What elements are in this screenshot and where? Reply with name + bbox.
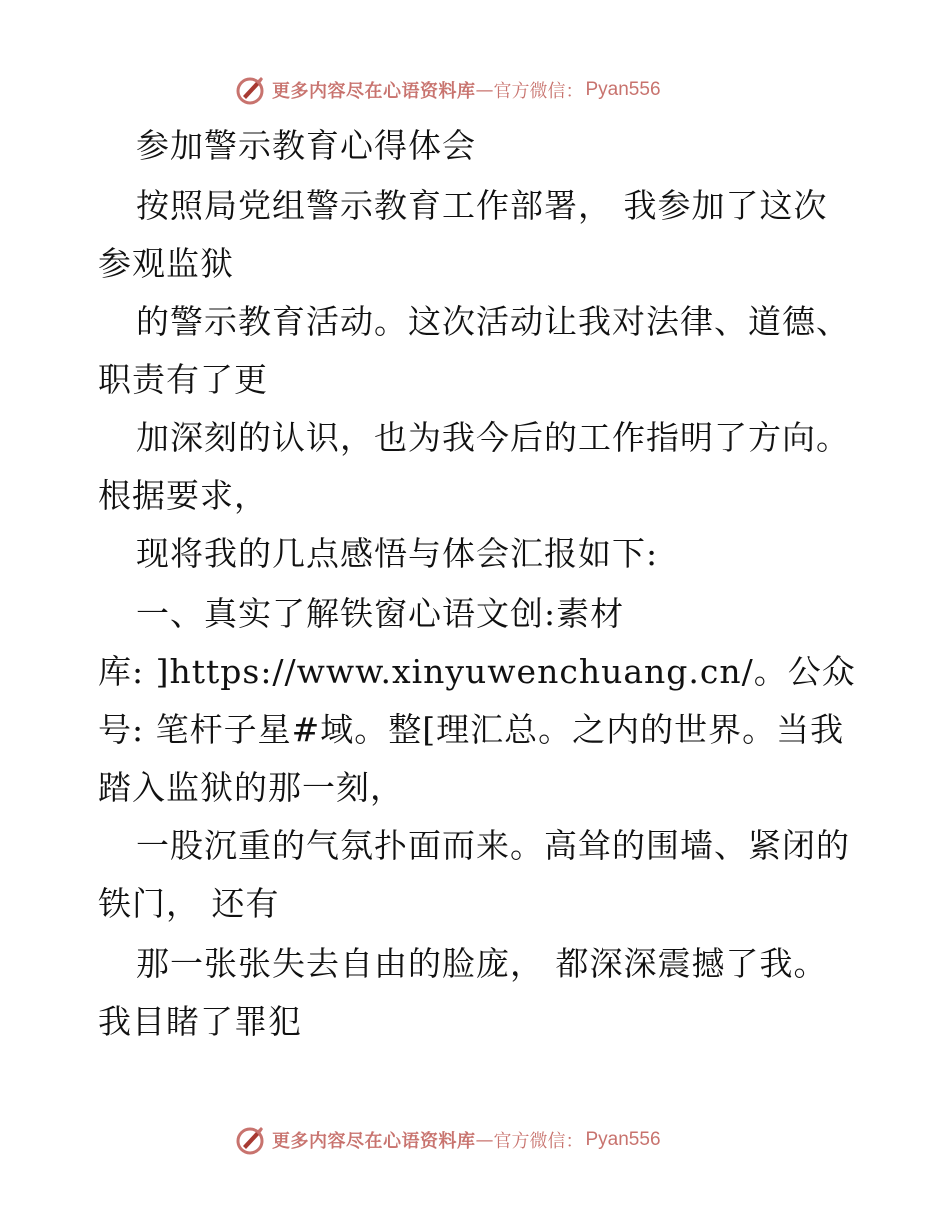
text-line: 现将我的几点感悟与体会汇报如下: — [136, 534, 659, 573]
text-line: 铁门， 还有 — [98, 884, 280, 923]
banner-wechat-id: Pyan556 — [585, 1129, 661, 1150]
text-line: 一股沉重的气氛扑面而来。高耸的围墙、紧闭的 — [136, 826, 850, 865]
banner-wechat-label: 官方微信： — [493, 81, 584, 102]
banner-separator: — — [475, 79, 494, 101]
banner-wechat-id: Pyan556 — [585, 79, 661, 100]
brush-logo-icon — [234, 74, 266, 106]
text-line: 库: ]https://www.xinyuwenchuang.cn/。公众 — [98, 652, 856, 691]
header-banner — [234, 72, 661, 108]
text-line: 那一张张失去自由的脸庞， 都深深震撼了我。 — [136, 944, 828, 983]
text-line: 一、真实了解铁窗心语文创:素材 — [136, 594, 625, 633]
text-line: 加深刻的认识，也为我今后的工作指明了方向。 — [136, 418, 850, 457]
brush-logo-icon — [234, 1124, 266, 1156]
document-title: 参加警示教育心得体会 — [136, 126, 476, 165]
banner-separator: — — [475, 1129, 494, 1151]
footer-banner — [234, 1122, 661, 1158]
banner-text: 更多内容尽在心语资料库 — [272, 1131, 476, 1152]
banner-text: 更多内容尽在心语资料库 — [272, 81, 476, 102]
text-line: 号: 笔杆子星#域。整[理汇总。之内的世界。当我 — [98, 710, 845, 749]
text-line: 参观监狱 — [98, 244, 234, 283]
text-line: 根据要求， — [98, 476, 268, 515]
text-line: 踏入监狱的那一刻， — [98, 768, 404, 807]
text-line: 按照局党组警示教育工作部署， 我参加了这次 — [136, 186, 828, 225]
text-line: 的警示教育活动。这次活动让我对法律、道德、 — [136, 302, 850, 341]
banner-wechat-label: 官方微信： — [493, 1131, 584, 1152]
text-line: 职责有了更 — [98, 360, 268, 399]
text-line: 我目睹了罪犯 — [98, 1002, 302, 1041]
